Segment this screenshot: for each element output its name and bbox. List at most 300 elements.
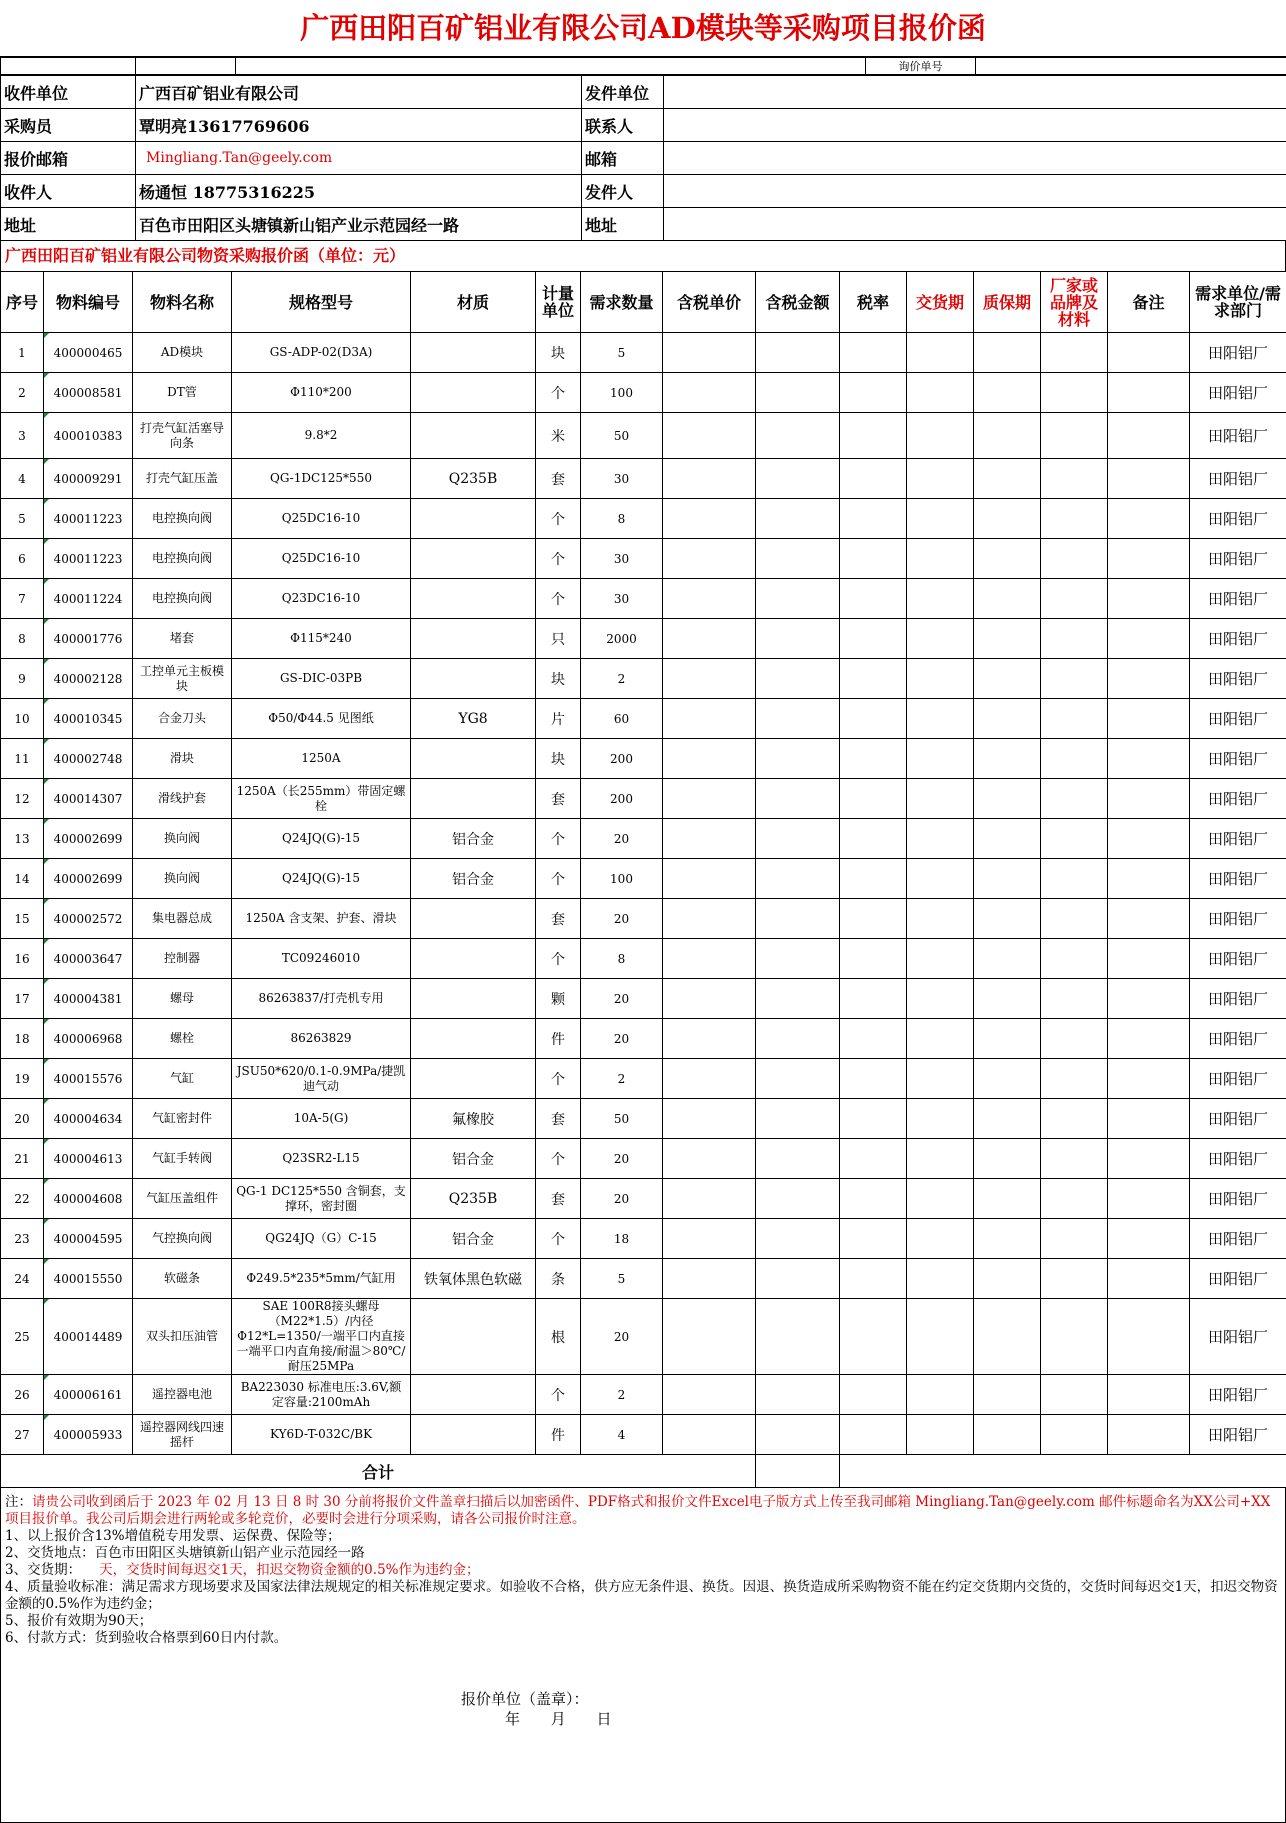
cell-warranty[interactable] [974, 1059, 1041, 1099]
cell-unit-price[interactable] [663, 1139, 756, 1179]
cell-amount[interactable] [756, 979, 840, 1019]
cell-unit-price[interactable] [663, 1059, 756, 1099]
cell-delivery[interactable] [907, 1299, 974, 1375]
table-row [1, 939, 1286, 979]
cell-name: 遥控器电池 [133, 1375, 232, 1415]
header-code: 物料编号 [44, 272, 133, 333]
cell-tax[interactable] [840, 413, 907, 459]
cell-remark[interactable] [1108, 819, 1190, 859]
cell-warranty[interactable] [974, 413, 1041, 459]
cell-warranty[interactable] [974, 819, 1041, 859]
cell-remark[interactable] [1108, 373, 1190, 413]
cell-delivery[interactable] [907, 459, 974, 499]
cell-delivery[interactable] [907, 1019, 974, 1059]
cell-remark[interactable] [1108, 1019, 1190, 1059]
cell-unit-price[interactable] [663, 779, 756, 819]
cell-brand[interactable] [1041, 579, 1108, 619]
cell-tax[interactable] [840, 1299, 907, 1375]
cell-brand[interactable] [1041, 333, 1108, 373]
cell-delivery[interactable] [907, 1259, 974, 1299]
cell-remark[interactable] [1108, 1299, 1190, 1375]
cell-warranty[interactable] [974, 1179, 1041, 1219]
cell-warranty[interactable] [974, 699, 1041, 739]
cell-tax[interactable] [840, 373, 907, 413]
cell-amount[interactable] [756, 1299, 840, 1375]
cell-no: 14 [1, 859, 44, 899]
table-row [1, 979, 1286, 1019]
cell-amount[interactable] [756, 373, 840, 413]
cell-brand[interactable] [1041, 979, 1108, 1019]
cell-name: DT管 [133, 373, 232, 413]
cell-remark[interactable] [1108, 499, 1190, 539]
cell-tax[interactable] [840, 1375, 907, 1415]
cell-tax[interactable] [840, 539, 907, 579]
cell-unit-price[interactable] [663, 939, 756, 979]
cell-qty: 5 [581, 333, 663, 373]
cell-tax[interactable] [840, 1259, 907, 1299]
table-row [1, 1179, 1286, 1219]
cell-unit-price[interactable] [663, 819, 756, 859]
buyer-value: 覃明亮13617769606 [136, 109, 582, 142]
header-remark: 备注 [1108, 272, 1190, 333]
cell-spec: 10A-5(G) [232, 1099, 411, 1139]
cell-warranty[interactable] [974, 659, 1041, 699]
cell-brand[interactable] [1041, 1259, 1108, 1299]
cell-no: 6 [1, 539, 44, 579]
cell-tax[interactable] [840, 859, 907, 899]
cell-unit: 个 [536, 819, 581, 859]
cell-warranty[interactable] [974, 979, 1041, 1019]
cell-remark[interactable] [1108, 659, 1190, 699]
cell-tax[interactable] [840, 1219, 907, 1259]
cell-no: 8 [1, 619, 44, 659]
cell-brand[interactable] [1041, 499, 1108, 539]
cell-remark[interactable] [1108, 1139, 1190, 1179]
cell-no: 9 [1, 659, 44, 699]
email-field[interactable] [664, 142, 1286, 175]
table-row [1, 819, 1286, 859]
cell-brand[interactable] [1041, 1219, 1108, 1259]
cell-material [411, 1375, 536, 1415]
cell-no: 11 [1, 739, 44, 779]
cell-brand[interactable] [1041, 779, 1108, 819]
cell-qty: 5 [581, 1259, 663, 1299]
cell-tax[interactable] [840, 939, 907, 979]
cell-no: 27 [1, 1415, 44, 1455]
cell-unit-price[interactable] [663, 579, 756, 619]
cell-spec: 86263837/打壳机专用 [232, 979, 411, 1019]
cell-unit-price[interactable] [663, 499, 756, 539]
cell-tax[interactable] [840, 333, 907, 373]
cell-delivery[interactable] [907, 499, 974, 539]
cell-unit-price[interactable] [663, 459, 756, 499]
cell-code: 400006968 [44, 1019, 133, 1059]
cell-delivery[interactable] [907, 1179, 974, 1219]
cell-warranty[interactable] [974, 739, 1041, 779]
quote-email-link[interactable]: Mingliang.Tan@geely.com [136, 142, 582, 175]
cell-no: 4 [1, 459, 44, 499]
cell-tax[interactable] [840, 779, 907, 819]
cell-delivery[interactable] [907, 1059, 974, 1099]
cell-delivery[interactable] [907, 579, 974, 619]
address-value: 百色市田阳区头塘镇新山铝产业示范园经一路 [136, 208, 582, 241]
cell-warranty[interactable] [974, 1139, 1041, 1179]
cell-tax[interactable] [840, 1179, 907, 1219]
cell-material: 氟橡胶 [411, 1099, 536, 1139]
cell-no: 10 [1, 699, 44, 739]
cell-material [411, 619, 536, 659]
cell-name: 换向阀 [133, 819, 232, 859]
header-spec: 规格型号 [232, 272, 411, 333]
cell-remark[interactable] [1108, 979, 1190, 1019]
cell-delivery[interactable] [907, 659, 974, 699]
cell-amount[interactable] [756, 499, 840, 539]
cell-tax[interactable] [840, 659, 907, 699]
cell-brand[interactable] [1041, 819, 1108, 859]
cell-delivery[interactable] [907, 1375, 974, 1415]
cell-delivery[interactable] [907, 819, 974, 859]
cell-warranty[interactable] [974, 373, 1041, 413]
cell-brand[interactable] [1041, 1299, 1108, 1375]
cell-dept: 田阳铝厂 [1190, 1019, 1286, 1059]
cell-name: 滑线护套 [133, 779, 232, 819]
info-table [0, 75, 1286, 241]
cell-name: 气缸 [133, 1059, 232, 1099]
cell-dept: 田阳铝厂 [1190, 1259, 1286, 1299]
cell-tax[interactable] [840, 819, 907, 859]
cell-unit-price[interactable] [663, 619, 756, 659]
cell-dept: 田阳铝厂 [1190, 499, 1286, 539]
cell-tax[interactable] [840, 979, 907, 1019]
cell-tax[interactable] [840, 459, 907, 499]
cell-warranty[interactable] [974, 1099, 1041, 1139]
inquiry-number-field[interactable] [976, 58, 1286, 75]
blank-cell [136, 58, 236, 75]
cell-amount[interactable] [756, 619, 840, 659]
cell-remark[interactable] [1108, 539, 1190, 579]
cell-dept: 田阳铝厂 [1190, 699, 1286, 739]
address2-label: 地址 [582, 208, 664, 241]
cell-amount[interactable] [756, 1415, 840, 1455]
cell-spec: GS-ADP-02(D3A) [232, 333, 411, 373]
cell-amount[interactable] [756, 659, 840, 699]
cell-amount[interactable] [756, 779, 840, 819]
cell-warranty[interactable] [974, 1375, 1041, 1415]
cell-code: 400002699 [44, 819, 133, 859]
cell-dept: 田阳铝厂 [1190, 1059, 1286, 1099]
cell-remark[interactable] [1108, 579, 1190, 619]
cell-amount[interactable] [756, 699, 840, 739]
table-header-row [1, 272, 1286, 333]
cell-delivery[interactable] [907, 899, 974, 939]
cell-brand[interactable] [1041, 699, 1108, 739]
cell-remark[interactable] [1108, 333, 1190, 373]
cell-brand[interactable] [1041, 659, 1108, 699]
cell-brand[interactable] [1041, 1019, 1108, 1059]
cell-amount[interactable] [756, 413, 840, 459]
table-row [1, 459, 1286, 499]
blank-cell [236, 58, 866, 75]
cell-remark[interactable] [1108, 1375, 1190, 1415]
table-row [1, 619, 1286, 659]
cell-code: 400004608 [44, 1179, 133, 1219]
quote-email-label: 报价邮箱 [1, 142, 136, 175]
cell-tax[interactable] [840, 899, 907, 939]
cell-amount[interactable] [756, 859, 840, 899]
cell-unit: 片 [536, 699, 581, 739]
cell-remark[interactable] [1108, 899, 1190, 939]
cell-warranty[interactable] [974, 899, 1041, 939]
cell-delivery[interactable] [907, 1219, 974, 1259]
cell-unit-price[interactable] [663, 1219, 756, 1259]
cell-brand[interactable] [1041, 1415, 1108, 1455]
cell-unit-price[interactable] [663, 1179, 756, 1219]
cell-delivery[interactable] [907, 333, 974, 373]
cell-amount[interactable] [756, 333, 840, 373]
cell-remark[interactable] [1108, 1099, 1190, 1139]
cell-amount[interactable] [756, 1375, 840, 1415]
cell-unit-price[interactable] [663, 373, 756, 413]
cell-brand[interactable] [1041, 1059, 1108, 1099]
cell-amount[interactable] [756, 739, 840, 779]
cell-material: 铝合金 [411, 859, 536, 899]
cell-code: 400004595 [44, 1219, 133, 1259]
cell-spec: JSU50*620/0.1-0.9MPa/捷凯迪气动 [232, 1059, 411, 1099]
cell-brand[interactable] [1041, 539, 1108, 579]
cell-delivery[interactable] [907, 859, 974, 899]
cell-tax[interactable] [840, 699, 907, 739]
cell-dept: 田阳铝厂 [1190, 539, 1286, 579]
cell-qty: 2 [581, 1059, 663, 1099]
cell-remark[interactable] [1108, 459, 1190, 499]
cell-no: 18 [1, 1019, 44, 1059]
cell-amount[interactable] [756, 899, 840, 939]
cell-qty: 60 [581, 699, 663, 739]
cell-warranty[interactable] [974, 1299, 1041, 1375]
cell-amount[interactable] [756, 579, 840, 619]
cell-amount[interactable] [756, 1099, 840, 1139]
cell-remark[interactable] [1108, 699, 1190, 739]
cell-warranty[interactable] [974, 1259, 1041, 1299]
cell-warranty[interactable] [974, 333, 1041, 373]
signature-block [5, 1689, 1281, 1729]
cell-tax[interactable] [840, 1059, 907, 1099]
cell-tax[interactable] [840, 579, 907, 619]
cell-delivery[interactable] [907, 413, 974, 459]
cell-material [411, 1059, 536, 1099]
cell-unit-price[interactable] [663, 899, 756, 939]
cell-tax[interactable] [840, 1415, 907, 1455]
cell-brand[interactable] [1041, 899, 1108, 939]
cell-delivery[interactable] [907, 619, 974, 659]
cell-warranty[interactable] [974, 619, 1041, 659]
cell-remark[interactable] [1108, 1059, 1190, 1099]
cell-tax[interactable] [840, 1019, 907, 1059]
cell-amount[interactable] [756, 1019, 840, 1059]
cell-brand[interactable] [1041, 459, 1108, 499]
cell-qty: 100 [581, 859, 663, 899]
cell-delivery[interactable] [907, 699, 974, 739]
cell-code: 400011223 [44, 499, 133, 539]
cell-amount[interactable] [756, 1179, 840, 1219]
cell-material [411, 1019, 536, 1059]
cell-unit: 个 [536, 1219, 581, 1259]
cell-amount[interactable] [756, 939, 840, 979]
cell-unit-price[interactable] [663, 1259, 756, 1299]
cell-unit-price[interactable] [663, 413, 756, 459]
cell-qty: 100 [581, 373, 663, 413]
note-prefix: 注： [5, 1494, 32, 1510]
cell-delivery[interactable] [907, 939, 974, 979]
cell-delivery[interactable] [907, 1099, 974, 1139]
cell-tax[interactable] [840, 1099, 907, 1139]
cell-qty: 50 [581, 1099, 663, 1139]
table-row [1, 539, 1286, 579]
total-amount-field[interactable] [756, 1455, 840, 1488]
cell-remark[interactable] [1108, 413, 1190, 459]
cell-no: 19 [1, 1059, 44, 1099]
cell-amount[interactable] [756, 459, 840, 499]
cell-remark[interactable] [1108, 619, 1190, 659]
cell-remark[interactable] [1108, 739, 1190, 779]
cell-dept: 田阳铝厂 [1190, 739, 1286, 779]
cell-unit-price[interactable] [663, 699, 756, 739]
cell-remark[interactable] [1108, 939, 1190, 979]
cell-unit-price[interactable] [663, 1415, 756, 1455]
cell-warranty[interactable] [974, 459, 1041, 499]
cell-spec: GS-DIC-03PB [232, 659, 411, 699]
cell-unit-price[interactable] [663, 859, 756, 899]
cell-tax[interactable] [840, 619, 907, 659]
cell-warranty[interactable] [974, 779, 1041, 819]
table-row [1, 1219, 1286, 1259]
cell-brand[interactable] [1041, 859, 1108, 899]
contact-field[interactable] [664, 109, 1286, 142]
cell-amount[interactable] [756, 539, 840, 579]
cell-warranty[interactable] [974, 499, 1041, 539]
table-row [1, 373, 1286, 413]
cell-delivery[interactable] [907, 1415, 974, 1455]
cell-brand[interactable] [1041, 413, 1108, 459]
cell-name: 合金刀头 [133, 699, 232, 739]
cell-delivery[interactable] [907, 979, 974, 1019]
cell-unit-price[interactable] [663, 1375, 756, 1415]
cell-warranty[interactable] [974, 1019, 1041, 1059]
cell-amount[interactable] [756, 1059, 840, 1099]
cell-code: 400011224 [44, 579, 133, 619]
blank-cell [1, 58, 136, 75]
cell-remark[interactable] [1108, 1259, 1190, 1299]
cell-delivery[interactable] [907, 373, 974, 413]
cell-brand[interactable] [1041, 373, 1108, 413]
cell-brand[interactable] [1041, 1099, 1108, 1139]
cell-spec: Q23SR2-L15 [232, 1139, 411, 1179]
cell-remark[interactable] [1108, 1219, 1190, 1259]
cell-warranty[interactable] [974, 1219, 1041, 1259]
cell-unit-price[interactable] [663, 739, 756, 779]
cell-warranty[interactable] [974, 939, 1041, 979]
cell-code: 400002699 [44, 859, 133, 899]
cell-dept: 田阳铝厂 [1190, 1375, 1286, 1415]
note-5: 5、报价有效期为90天； [5, 1613, 1281, 1630]
cell-dept: 田阳铝厂 [1190, 939, 1286, 979]
cell-unit-price[interactable] [663, 1099, 756, 1139]
total-blank [840, 1455, 1286, 1488]
cell-spec: BA223030 标准电压:3.6V,额定容量:2100mAh [232, 1375, 411, 1415]
cell-unit-price[interactable] [663, 539, 756, 579]
cell-unit-price[interactable] [663, 1299, 756, 1375]
cell-qty: 20 [581, 899, 663, 939]
sender-unit-field[interactable] [664, 76, 1286, 109]
cell-amount[interactable] [756, 1139, 840, 1179]
cell-unit-price[interactable] [663, 659, 756, 699]
cell-warranty[interactable] [974, 859, 1041, 899]
cell-delivery[interactable] [907, 779, 974, 819]
cell-delivery[interactable] [907, 739, 974, 779]
cell-unit-price[interactable] [663, 1019, 756, 1059]
cell-material [411, 1415, 536, 1455]
cell-brand[interactable] [1041, 1139, 1108, 1179]
sender-field[interactable] [664, 175, 1286, 208]
cell-tax[interactable] [840, 1139, 907, 1179]
cell-unit: 个 [536, 859, 581, 899]
cell-unit-price[interactable] [663, 333, 756, 373]
cell-brand[interactable] [1041, 1375, 1108, 1415]
cell-warranty[interactable] [974, 539, 1041, 579]
address2-field[interactable] [664, 208, 1286, 241]
cell-name: 滑块 [133, 739, 232, 779]
cell-name: 电控换向阀 [133, 579, 232, 619]
cell-delivery[interactable] [907, 1139, 974, 1179]
cell-qty: 20 [581, 1179, 663, 1219]
cell-remark[interactable] [1108, 1179, 1190, 1219]
cell-qty: 30 [581, 579, 663, 619]
cell-unit: 块 [536, 739, 581, 779]
cell-unit: 块 [536, 333, 581, 373]
cell-unit: 个 [536, 499, 581, 539]
cell-dept: 田阳铝厂 [1190, 1415, 1286, 1455]
cell-brand[interactable] [1041, 619, 1108, 659]
cell-warranty[interactable] [974, 579, 1041, 619]
cell-unit: 只 [536, 619, 581, 659]
note-deadline: 请贵公司收到函后于 2023 年 02 月 13 日 8 时 30 分前将报价文件盖章扫描后以加密函件、PDF格式和报价文件Excel电子版方式上传至我司邮箱 Mingliang.Tan@geely.com 邮件标题命名为XX公司+XX项目报价单。我公司后期会进行两轮或多轮竞价，必要时会进行分项采购，请各公司报价时注意。 [5, 1494, 1270, 1527]
cell-no: 17 [1, 979, 44, 1019]
cell-amount[interactable] [756, 1259, 840, 1299]
cell-remark[interactable] [1108, 1415, 1190, 1455]
cell-unit: 条 [536, 1259, 581, 1299]
cell-amount[interactable] [756, 819, 840, 859]
cell-warranty[interactable] [974, 1415, 1041, 1455]
total-label: 合计 [1, 1455, 756, 1488]
cell-dept: 田阳铝厂 [1190, 819, 1286, 859]
sign-unit-label: 报价单位（盖章）： [5, 1689, 1281, 1709]
cell-delivery[interactable] [907, 539, 974, 579]
cell-no: 1 [1, 333, 44, 373]
cell-unit: 个 [536, 1139, 581, 1179]
cell-unit-price[interactable] [663, 979, 756, 1019]
cell-tax[interactable] [840, 499, 907, 539]
header-unit: 计量单位 [536, 272, 581, 333]
cell-tax[interactable] [840, 739, 907, 779]
cell-remark[interactable] [1108, 779, 1190, 819]
cell-brand[interactable] [1041, 739, 1108, 779]
note-6: 6、付款方式：货到验收合格票到60日内付款。 [5, 1630, 1281, 1647]
cell-brand[interactable] [1041, 1179, 1108, 1219]
cell-amount[interactable] [756, 1219, 840, 1259]
cell-brand[interactable] [1041, 939, 1108, 979]
cell-remark[interactable] [1108, 859, 1190, 899]
cell-spec: Φ249.5*235*5mm/气缸用 [232, 1259, 411, 1299]
